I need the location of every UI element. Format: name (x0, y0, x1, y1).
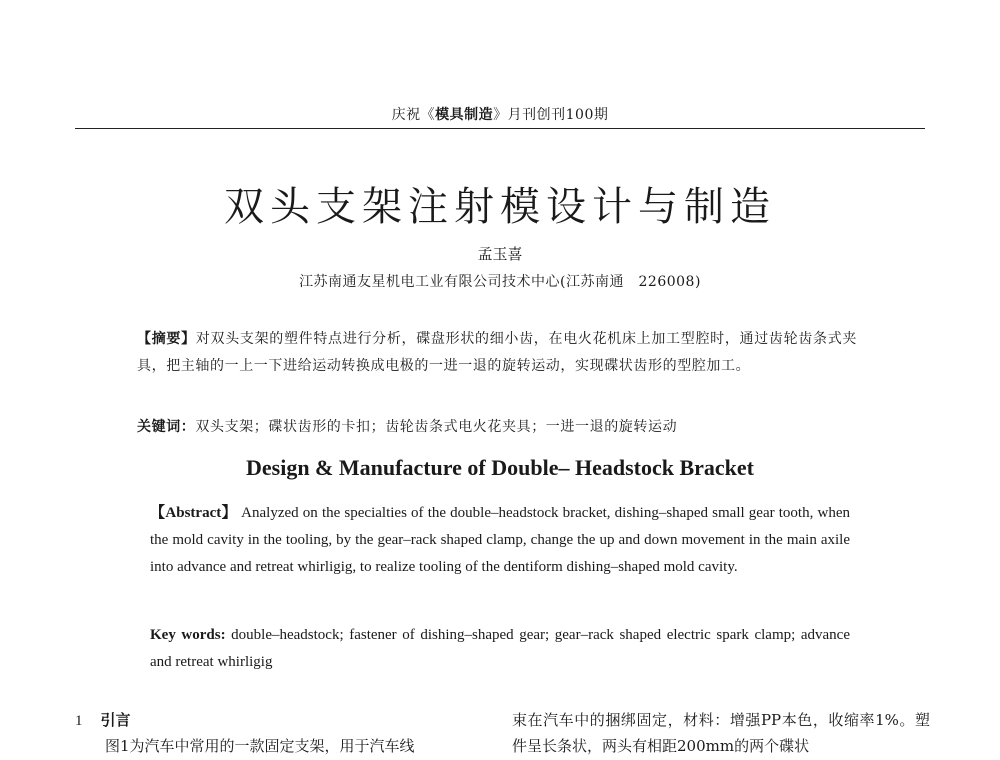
column-left (75, 707, 490, 759)
keywords-en (150, 622, 850, 676)
section-number: 1 (75, 713, 83, 729)
abstract-cn (137, 326, 857, 380)
keywords-cn-text: 双头支架；碟状齿形的卡扣；齿轮齿条式电火花夹具；一进一退的旋转运动 (195, 419, 678, 435)
header-suffix: 》月刊创刊100期 (493, 107, 609, 123)
journal-name: 模具制造 (435, 107, 494, 123)
abstract-en (150, 500, 850, 581)
running-header (75, 104, 925, 124)
abstract-en-text: Analyzed on the specialties of the double–headstock bracket, dishing–shaped small gear tooth, when the mold cavity in the tooling, by the gear–rack shaped clamp, change the up and down movement in the main axile into advance and retreat whirligig, to realize tooling of the dentiform dishing–shaped mold cavity. (150, 505, 850, 575)
paper-title-en: Design & Manufacture of Double– Headstock Bracket (246, 455, 754, 480)
abstract-cn-label: 【摘要】 (137, 331, 196, 347)
paper-title: 双头支架注射模设计与制造 (224, 184, 776, 230)
keywords-cn-label: 关键词： (137, 419, 196, 435)
keywords-en-label: Key words: (150, 627, 226, 643)
section-heading (75, 707, 490, 733)
abstract-cn-text: 对双头支架的塑件特点进行分析，碟盘形状的细小齿，在电火花机床上加工型腔时，通过齿轮齿条式夹具，把主轴的一上一下进给运动转换成电极的一进一退的旋转运动，实现碟状齿形的型腔加工。 (137, 331, 858, 374)
author: 孟玉喜 (477, 245, 523, 263)
affiliation: 江苏南通友星机电工业有限公司技术中心(江苏南通 226008) (299, 274, 701, 290)
abstract-en-label: 【Abstract】 (150, 505, 238, 521)
header-prefix: 庆祝《 (391, 107, 436, 123)
keywords-en-text: double–headstock; fastener of dishing–shaped gear; gear–rack shaped electric spark clamp; advance and retreat whirligig (150, 627, 850, 670)
header-rule (75, 128, 925, 129)
section-title: 引言 (100, 711, 131, 729)
body-paragraph-left: 图1为汽车中常用的一款固定支架，用于汽车线 (105, 737, 415, 755)
body-paragraph-right: 束在汽车中的捆绑固定，材料：增强PP本色，收缩率1%。塑件呈长条状，两头有相距200mm的两个碟状 (512, 711, 930, 755)
keywords-cn (137, 416, 857, 436)
